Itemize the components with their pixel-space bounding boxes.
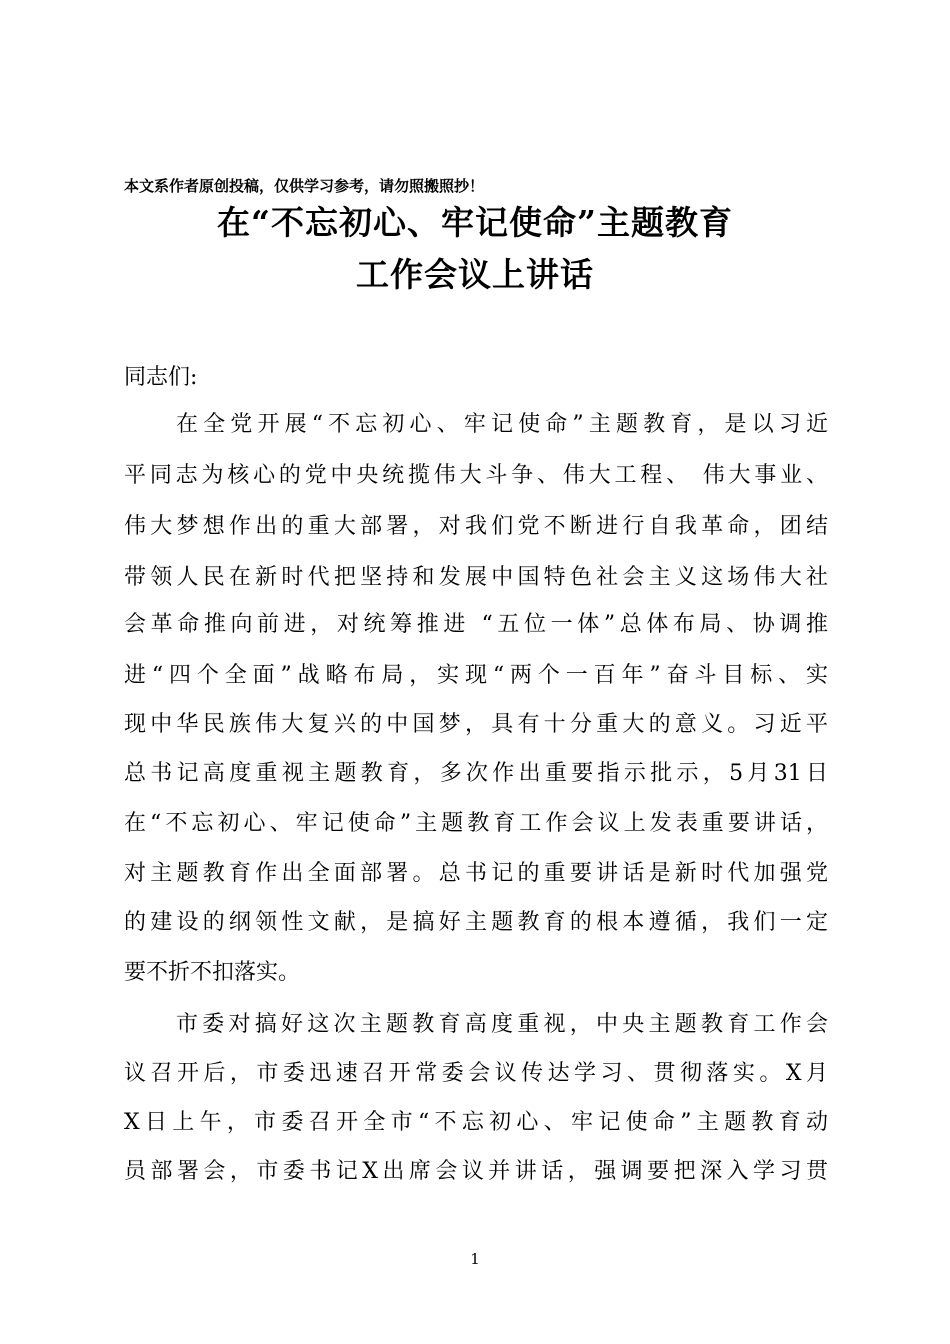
paragraph-1-line: 的建设的纲领性文献，是搞好主题教育的根本遵循，我们一定 (124, 910, 828, 935)
paragraph-1-line: 在“不忘初心、牢记使命”主题教育工作会议上发表重要讲话， (124, 811, 828, 836)
paragraph-1-line: 进“四个全面”战略布局，实现“两个一百年”奋斗目标、实 (124, 663, 828, 688)
paragraph-1-line: 现中华民族伟大复兴的中国梦，具有十分重大的意义。习近平 (124, 712, 828, 737)
paragraph-1-line: 平同志为核心的党中央统揽伟大斗争、伟大工程、 伟大事业、 (124, 463, 828, 488)
paragraph-2-line: X日上午，市委召开全市“不忘初心、牢记使命”主题教育动 (124, 1110, 828, 1135)
paragraph-2-line: 议召开后，市委迅速召开常委会议传达学习、贯彻落实。X月 (124, 1061, 828, 1086)
paragraph-1-line: 要不折不扣落实。 (124, 960, 301, 985)
paragraph-1-line: 带领人民在新时代把坚持和发展中国特色社会主义这场伟大社 (124, 565, 828, 590)
paragraph-1-line: 伟大梦想作出的重大部署，对我们党不断进行自我革命，团结 (124, 514, 828, 539)
paragraph-1-line: 对主题教育作出全面部署。总书记的重要讲话是新时代加强党 (124, 861, 828, 886)
paragraph-1-line: 总书记高度重视主题教育，多次作出重要指示批示，5月31日 (124, 761, 828, 786)
page-number: 1 (470, 1250, 480, 1268)
document-title-line-1: 在“不忘初心、牢记使命”主题教育 (217, 203, 733, 242)
paragraph-1-line: 在全党开展“不忘初心、牢记使命”主题教育，是以习近 (176, 412, 828, 437)
salutation: 同志们: (124, 365, 198, 390)
paragraph-1-line: 会革命推向前进，对统筹推进 “五位一体”总体布局、协调推 (124, 612, 828, 637)
paragraph-2-line: 市委对搞好这次主题教育高度重视，中央主题教育工作会 (176, 1012, 828, 1037)
document-title-line-2: 工作会议上讲话 (356, 255, 594, 294)
disclaimer-note: 本文系作者原创投稿，仅供学习参考，请勿照搬照抄！ (124, 177, 485, 195)
paragraph-2-line: 员部署会，市委书记X出席会议并讲话，强调要把深入学习贯 (124, 1159, 828, 1184)
